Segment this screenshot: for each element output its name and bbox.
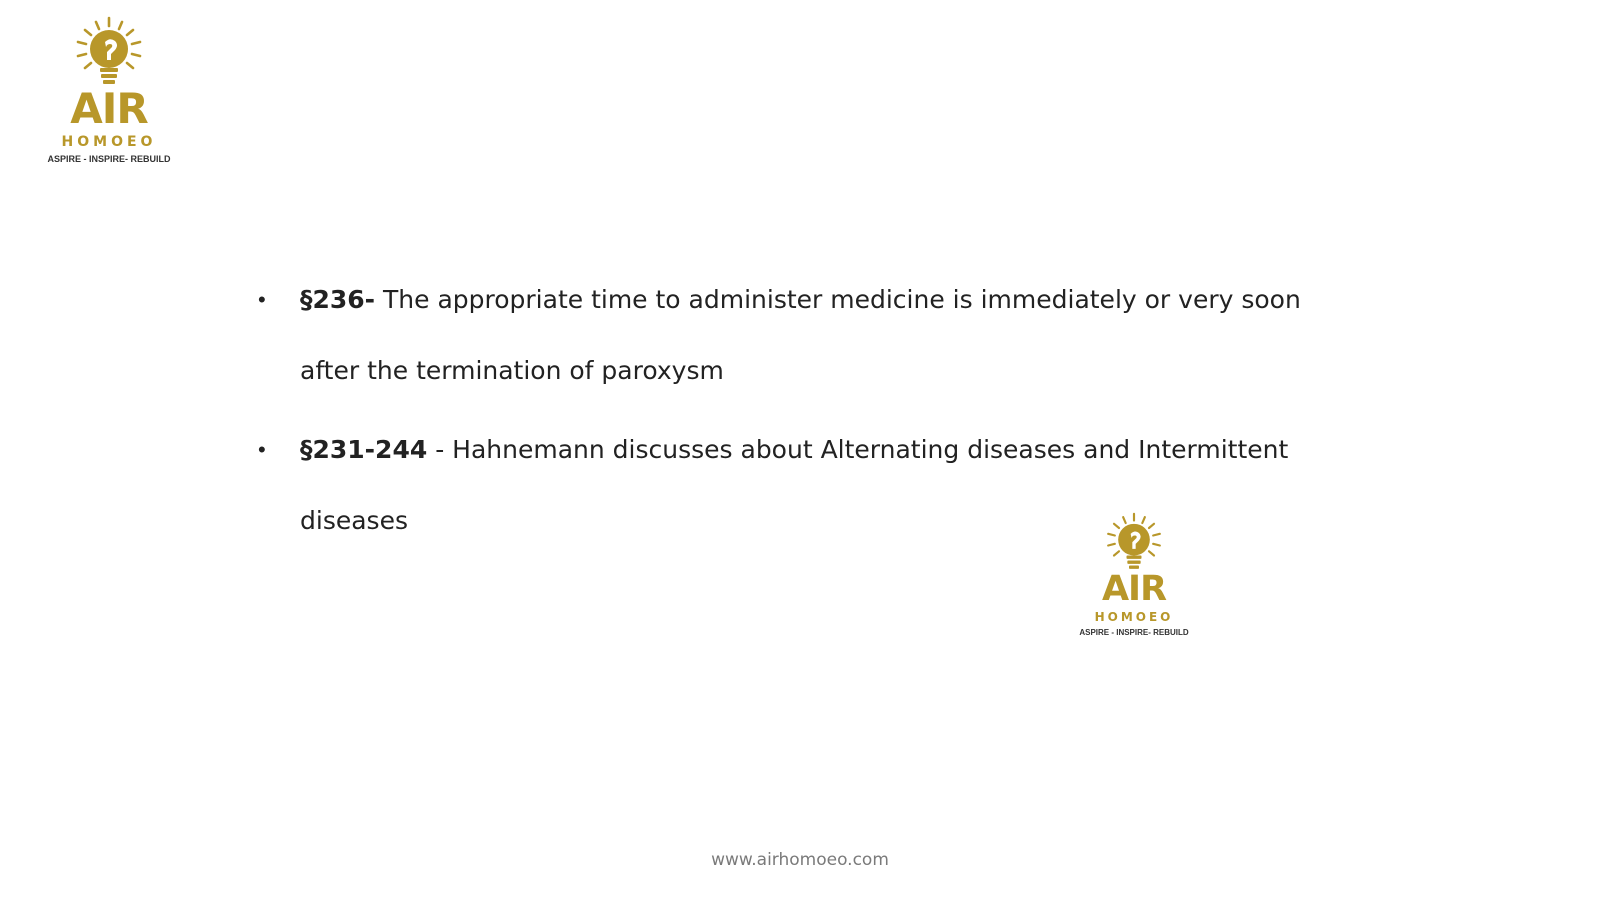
list-item [258, 414, 1358, 556]
logo-sub-text: HOMOEO [1094, 610, 1174, 624]
bullet-text [300, 414, 1358, 556]
slide-content [258, 264, 1358, 564]
bullet-body: - Hahnemann discusses about Alternating diseases and Intermittent diseases [300, 435, 1289, 535]
bullet-icon: • [258, 287, 266, 312]
logo-brand-text: AIR [1101, 569, 1167, 609]
list-item [258, 264, 1358, 406]
bullet-icon: • [258, 437, 266, 462]
lightbulb-head-icon [67, 16, 151, 90]
bullet-text [300, 264, 1358, 406]
logo-sub-text: HOMOEO [61, 134, 157, 150]
section-reference: §236- [300, 285, 376, 314]
bullet-body: The appropriate time to administer medicine is immediately or very soon after the termination of paroxysm [300, 285, 1301, 385]
logo-tagline: ASPIRE - INSPIRE- REBUILD [1079, 628, 1189, 637]
section-reference: §231-244 [300, 435, 428, 464]
lightbulb-head-icon [1099, 512, 1169, 574]
watermark-logo [1079, 512, 1189, 637]
footer-website: www.airhomoeo.com [711, 850, 889, 870]
logo-brand-text: AIR [70, 84, 148, 133]
brand-logo [46, 16, 172, 164]
logo-tagline: ASPIRE - INSPIRE- REBUILD [47, 154, 171, 164]
